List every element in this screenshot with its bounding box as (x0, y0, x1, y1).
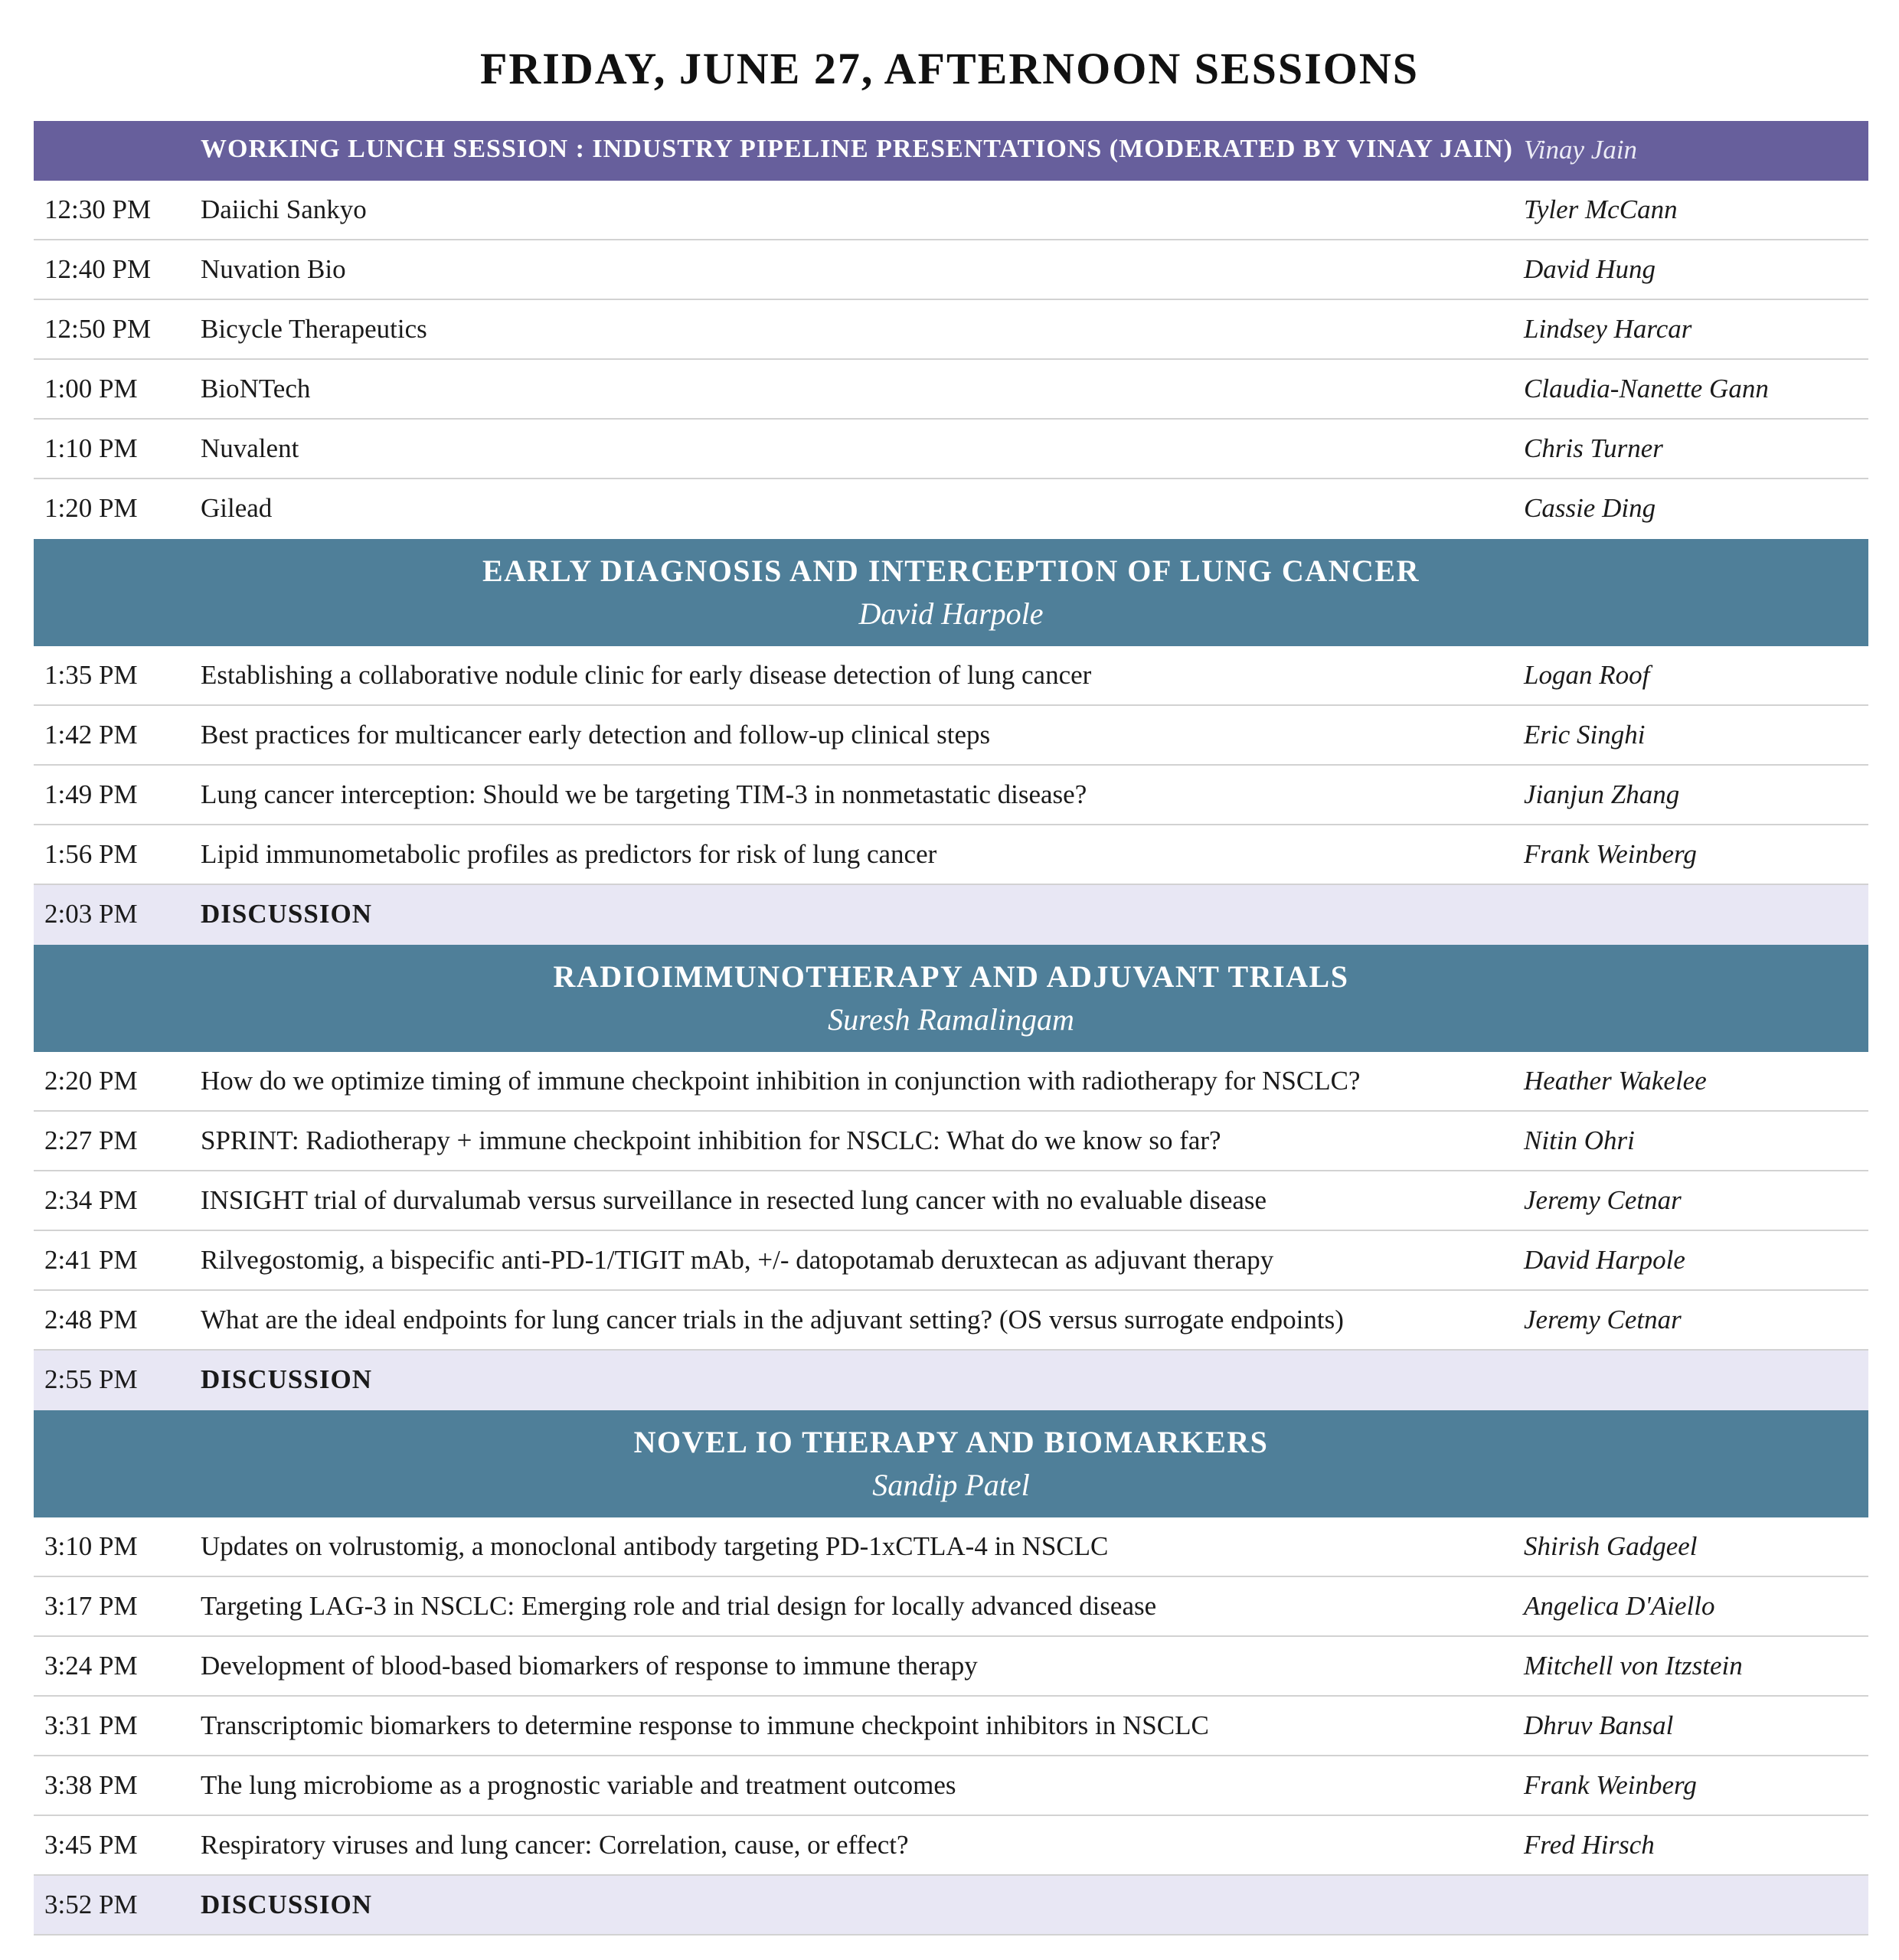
row-speaker: Nitin Ohri (1524, 1125, 1635, 1155)
row-time: 1:49 PM (44, 779, 138, 809)
row-time: 2:41 PM (44, 1245, 138, 1275)
page-title: FRIDAY, JUNE 27, AFTERNOON SESSIONS (479, 44, 1419, 93)
row-title: Targeting LAG-3 in NSCLC: Emerging role and trial design for locally advanced disease (201, 1591, 1157, 1621)
row-time: 2:03 PM (44, 899, 138, 929)
lunch-session-moderator: Vinay Jain (1524, 135, 1638, 165)
discussion-row (34, 1351, 1868, 1410)
row-title: Development of blood-based biomarkers of response to immune therapy (201, 1651, 978, 1681)
table-row (34, 766, 1868, 825)
table-row (34, 240, 1868, 300)
discussion-label: DISCUSSION (201, 1364, 372, 1394)
row-speaker: David Hung (1524, 254, 1656, 284)
row-title: Respiratory viruses and lung cancer: Correlation, cause, or effect? (201, 1830, 909, 1860)
table-row (34, 360, 1868, 420)
discussion-label: DISCUSSION (201, 1890, 372, 1919)
table-row (34, 1112, 1868, 1171)
row-speaker: Frank Weinberg (1524, 1770, 1697, 1800)
row-time: 2:20 PM (44, 1066, 138, 1096)
row-time: 3:24 PM (44, 1651, 138, 1681)
row-speaker: Cassie Ding (1524, 493, 1656, 523)
row-time: 1:42 PM (44, 720, 138, 750)
row-title: The lung microbiome as a prognostic variable and treatment outcomes (201, 1770, 956, 1800)
row-title: Nuvation Bio (201, 254, 346, 284)
row-speaker: Mitchell von Itzstein (1524, 1651, 1743, 1681)
row-speaker: Chris Turner (1524, 433, 1663, 463)
row-time: 3:10 PM (44, 1531, 138, 1561)
discussion-row (34, 1876, 1868, 1936)
row-time: 3:17 PM (44, 1591, 138, 1621)
table-row (34, 420, 1868, 479)
row-time: 2:55 PM (44, 1364, 138, 1394)
table-row (34, 1171, 1868, 1231)
lunch-session-header (34, 121, 1868, 181)
discussion-row (34, 885, 1868, 945)
row-title: Gilead (201, 493, 273, 523)
row-speaker: Logan Roof (1524, 660, 1650, 690)
row-title: What are the ideal endpoints for lung cancer trials in the adjuvant setting? (OS versus surrogate endpoints) (201, 1305, 1344, 1334)
schedule-table (34, 121, 1868, 1936)
row-time: 1:35 PM (44, 660, 138, 690)
section-header (34, 539, 1868, 646)
row-speaker: Jeremy Cetnar (1524, 1185, 1682, 1215)
table-row (34, 706, 1868, 766)
table-row (34, 1577, 1868, 1637)
row-speaker: Dhruv Bansal (1524, 1710, 1674, 1740)
row-time: 12:30 PM (44, 194, 152, 224)
row-title: Lung cancer interception: Should we be targeting TIM-3 in nonmetastatic disease? (201, 779, 1087, 809)
row-title: SPRINT: Radiotherapy + immune checkpoint inhibition for NSCLC: What do we know so far? (201, 1125, 1221, 1155)
row-time: 1:20 PM (44, 493, 138, 523)
row-time: 3:38 PM (44, 1770, 138, 1800)
section-moderator: David Harpole (858, 596, 1044, 631)
row-speaker: Claudia-Nanette Gann (1524, 374, 1769, 403)
section-title: RADIOIMMUNOTHERAPY AND ADJUVANT TRIALS (553, 959, 1349, 994)
row-speaker: Angelica D'Aiello (1524, 1591, 1715, 1621)
section-moderator: Sandip Patel (872, 1468, 1030, 1502)
row-title: BioNTech (201, 374, 311, 403)
row-speaker: Fred Hirsch (1524, 1830, 1655, 1860)
table-row (34, 300, 1868, 360)
row-speaker: David Harpole (1524, 1245, 1685, 1275)
row-title: INSIGHT trial of durvalumab versus surveillance in resected lung cancer with no evaluable disease (201, 1185, 1267, 1215)
row-title: Bicycle Therapeutics (201, 314, 427, 344)
row-speaker: Jianjun Zhang (1524, 779, 1680, 809)
table-row (34, 1816, 1868, 1876)
row-speaker: Shirish Gadgeel (1524, 1531, 1698, 1561)
row-time: 12:50 PM (44, 314, 152, 344)
table-row (34, 1756, 1868, 1816)
table-row (34, 1517, 1868, 1577)
section-title: NOVEL IO THERAPY AND BIOMARKERS (633, 1425, 1269, 1459)
table-row (34, 1291, 1868, 1351)
row-title: How do we optimize timing of immune checkpoint inhibition in conjunction with radiotherapy for NSCLC? (201, 1066, 1361, 1096)
row-time: 1:10 PM (44, 433, 138, 463)
row-time: 12:40 PM (44, 254, 152, 284)
table-row (34, 1697, 1868, 1756)
row-speaker: Lindsey Harcar (1524, 314, 1692, 344)
row-title: Transcriptomic biomarkers to determine response to immune checkpoint inhibitors in NSCLC (201, 1710, 1209, 1740)
row-title: Updates on volrustomig, a monoclonal antibody targeting PD-1xCTLA-4 in NSCLC (201, 1531, 1109, 1561)
row-title: Rilvegostomig, a bispecific anti-PD-1/TIGIT mAb, +/- datopotamab deruxtecan as adjuvant therapy (201, 1245, 1274, 1275)
table-row (34, 646, 1868, 706)
row-title: Establishing a collaborative nodule clinic for early disease detection of lung cancer (201, 660, 1092, 690)
row-title: Lipid immunometabolic profiles as predictors for risk of lung cancer (201, 839, 937, 869)
row-time: 1:56 PM (44, 839, 138, 869)
section-title: EARLY DIAGNOSIS AND INTERCEPTION OF LUNG CANCER (482, 554, 1420, 588)
row-time: 3:45 PM (44, 1830, 138, 1860)
row-time: 2:48 PM (44, 1305, 138, 1334)
section-header (34, 945, 1868, 1052)
row-time: 1:00 PM (44, 374, 138, 403)
row-time: 2:34 PM (44, 1185, 138, 1215)
table-row (34, 1231, 1868, 1291)
table-row (34, 1637, 1868, 1697)
row-time: 3:52 PM (44, 1890, 138, 1919)
section-header (34, 1410, 1868, 1517)
row-speaker: Eric Singhi (1524, 720, 1646, 750)
row-title: Nuvalent (201, 433, 299, 463)
lunch-session-title: WORKING LUNCH SESSION : INDUSTRY PIPELINE PRESENTATIONS (MODERATED BY VINAY JAIN) (201, 135, 1513, 163)
row-time: 2:27 PM (44, 1125, 138, 1155)
row-speaker: Tyler McCann (1524, 194, 1678, 224)
section-moderator: Suresh Ramalingam (828, 1002, 1074, 1037)
discussion-label: DISCUSSION (201, 899, 372, 929)
row-time: 3:31 PM (44, 1710, 138, 1740)
table-row (34, 1052, 1868, 1112)
row-speaker: Jeremy Cetnar (1524, 1305, 1682, 1334)
row-speaker: Frank Weinberg (1524, 839, 1697, 869)
table-row (34, 825, 1868, 885)
table-row (34, 181, 1868, 240)
row-title: Best practices for multicancer early detection and follow-up clinical steps (201, 720, 991, 750)
row-title: Daiichi Sankyo (201, 194, 367, 224)
row-speaker: Heather Wakelee (1524, 1066, 1707, 1096)
table-row (34, 479, 1868, 539)
